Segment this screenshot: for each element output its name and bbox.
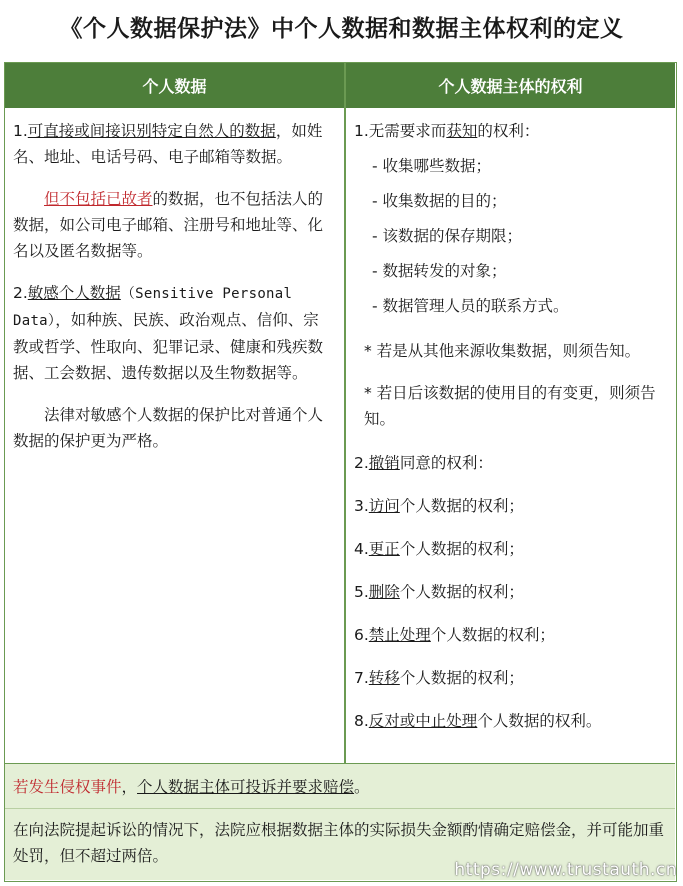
watermark: https://www.trustauth.cn xyxy=(454,860,677,880)
item-number: 4. xyxy=(354,540,369,558)
item-number: 1. xyxy=(354,122,369,140)
item-number: 5. xyxy=(354,583,369,601)
sensitive-data-term: 敏感个人数据 xyxy=(27,284,121,302)
right-keyword: 撤销 xyxy=(368,454,400,472)
definition-table xyxy=(4,62,677,882)
header-personal-data: 个人数据 xyxy=(5,63,344,108)
personal-data-column xyxy=(5,108,344,454)
right-item-5 xyxy=(354,579,667,605)
footer-line-2: 在向法院提起诉讼的情况下，法院应根据数据主体的实际损失金额酌情确定赔偿金，并可能加重处罚，但不超过两倍。 xyxy=(13,821,665,865)
item-text: 个人数据的权利。 xyxy=(477,712,602,730)
right-keyword: 反对或中止处理 xyxy=(368,712,478,730)
dash-item: - 收集哪些数据； xyxy=(372,157,492,175)
asterisk-note: * 若是从其他来源收集数据，则须告知。 xyxy=(364,342,641,360)
right-keyword: 删除 xyxy=(368,583,400,601)
right-keyword: 转移 xyxy=(368,669,400,687)
item-number: 1. xyxy=(13,122,28,140)
right-keyword: 更正 xyxy=(368,540,400,558)
item-number: 2. xyxy=(13,284,28,302)
footer-text: 。 xyxy=(354,778,370,796)
right-keyword: 访问 xyxy=(368,497,400,515)
item-text: 个人数据的权利； xyxy=(399,540,524,558)
footer-text: ， xyxy=(121,778,138,796)
right-item-8 xyxy=(354,708,667,734)
exclusion-highlight: 但不包括已故者 xyxy=(44,190,153,208)
personal-data-item-2 xyxy=(13,280,334,386)
right-item-6 xyxy=(354,622,667,648)
exclusion-text: 的数据，也不包括法人的数据，如公司电子邮箱、注册号和地址等、化名以及匿名数据等。 xyxy=(13,190,324,260)
rights-column xyxy=(346,108,675,743)
asterisk-note: * 若日后该数据的使用目的有变更，则须告知。 xyxy=(364,384,656,428)
page-title: 《个人数据保护法》中个人数据和数据主体权利的定义 xyxy=(59,16,624,42)
right-item-1 xyxy=(354,118,667,144)
sensitive-data-english: （Sensitive Personal Data） xyxy=(13,286,293,329)
dash-item: - 数据转发的对象； xyxy=(372,262,507,280)
right-item-4 xyxy=(354,536,667,562)
item-text: ，如姓名、地址、电话号码、电子邮箱等数据。 xyxy=(13,122,323,166)
item-text: 无需要求而 xyxy=(368,122,447,140)
complaint-right-text: 个人数据主体可投诉并要求赔偿 xyxy=(137,778,355,796)
item-number: 8. xyxy=(354,712,369,730)
dash-item: - 收集数据的目的； xyxy=(372,192,507,210)
item-text: 个人数据的权利； xyxy=(399,669,524,687)
item-number: 2. xyxy=(354,454,369,472)
item-text: 个人数据的权利； xyxy=(399,497,524,515)
right-keyword: 获知 xyxy=(446,122,478,140)
item-text: 同意的权利： xyxy=(399,454,493,472)
right-keyword: 禁止处理 xyxy=(368,626,431,644)
right-item-7 xyxy=(354,665,667,691)
infringement-highlight: 若发生侵权事件 xyxy=(13,778,122,796)
identifiable-definition: 可直接或间接识别特定自然人的数据 xyxy=(27,122,276,140)
exclusion-note xyxy=(13,186,334,264)
right-item-3 xyxy=(354,493,667,519)
footer-line-1 xyxy=(13,774,667,800)
right-item-2 xyxy=(354,450,667,476)
item-number: 6. xyxy=(354,626,369,644)
item-text: 个人数据的权利； xyxy=(430,626,555,644)
item-text: ，如种族、民族、政治观点、信仰、宗教或哲学、性取向、犯罪记录、健康和残疾数据、工会数据、遗传数据以及生物数据等。 xyxy=(13,311,324,382)
sensitive-data-note: 法律对敏感个人数据的保护比对普通个人数据的保护更为严格。 xyxy=(13,406,324,450)
header-subject-rights: 个人数据主体的权利 xyxy=(346,63,675,108)
item-number: 3. xyxy=(354,497,369,515)
dash-item: - 该数据的保存期限； xyxy=(372,227,523,245)
dash-item: - 数据管理人员的联系方式。 xyxy=(372,297,569,315)
item-number: 7. xyxy=(354,669,369,687)
item-text: 的权利： xyxy=(477,122,540,140)
footer-divider xyxy=(5,808,675,809)
item-text: 个人数据的权利； xyxy=(399,583,524,601)
personal-data-item-1 xyxy=(13,118,334,170)
